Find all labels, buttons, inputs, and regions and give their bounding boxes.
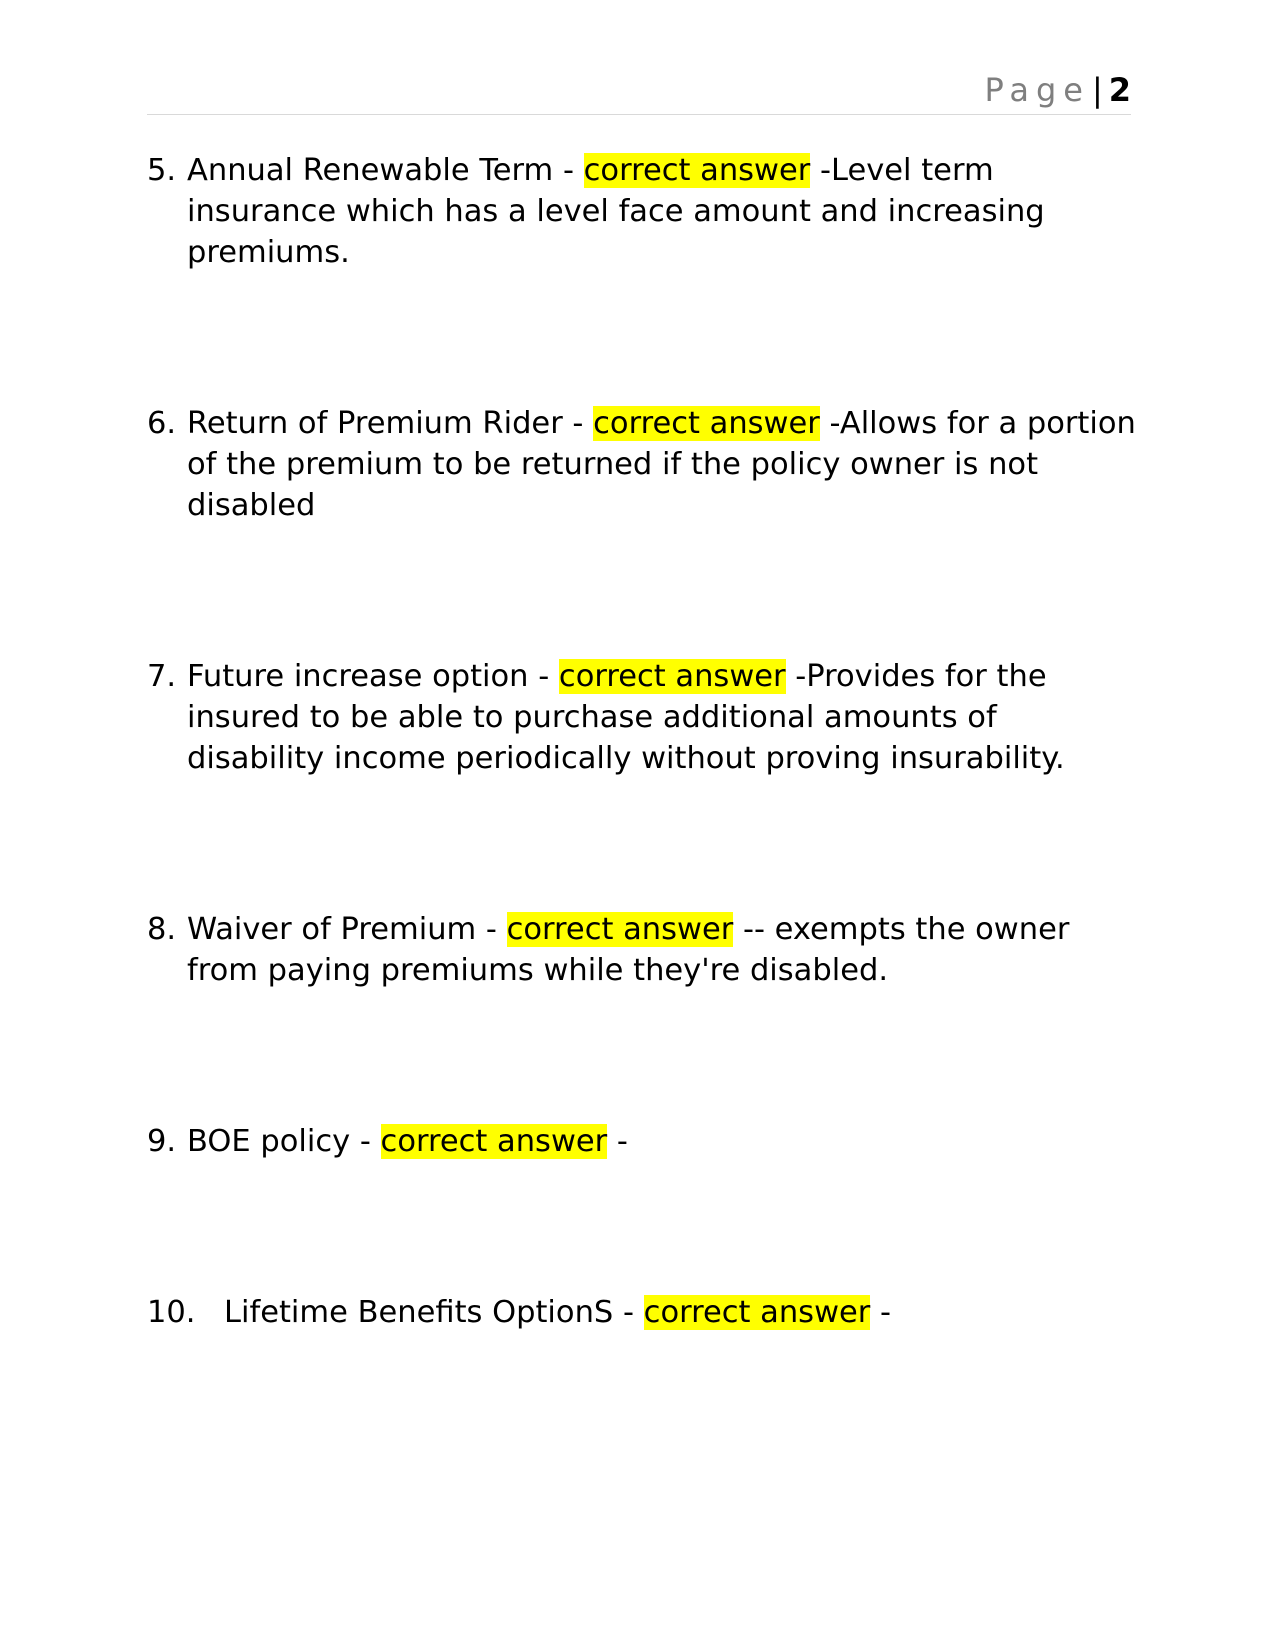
- item-term: Annual Renewable Term -: [187, 153, 584, 188]
- item-text: [187, 909, 1137, 991]
- page-separator: |: [1091, 71, 1103, 109]
- correct-answer-highlight: correct answer: [558, 659, 786, 694]
- item-number: 9.: [147, 1124, 177, 1159]
- item-text: [187, 1121, 1137, 1162]
- item-definition: -: [607, 1124, 628, 1159]
- item-text: [187, 403, 1137, 526]
- item-number: 8.: [147, 912, 177, 947]
- item-text: [224, 1292, 1137, 1333]
- item-definition: -: [870, 1295, 892, 1330]
- item-definition: -Provides for the insured to be able to purchase additional amounts of disability income periodically without proving insurability.: [187, 659, 1065, 776]
- item-number: 10.: [147, 1295, 196, 1330]
- item-number: 7.: [147, 659, 177, 694]
- correct-answer-highlight: correct answer: [583, 153, 811, 188]
- item-number: 5.: [147, 153, 177, 188]
- correct-answer-highlight: correct answer: [593, 406, 820, 441]
- list-item: [147, 909, 1137, 991]
- item-definition: -- exempts the owner from paying premiums while they're disabled.: [187, 912, 1070, 988]
- item-number: 6.: [147, 406, 177, 441]
- item-term: BOE policy -: [187, 1124, 381, 1159]
- item-term: Return of Premium Rider -: [187, 406, 594, 441]
- list-item: [147, 150, 1137, 273]
- page-word: Page: [984, 71, 1090, 109]
- list-item: [147, 1292, 1137, 1333]
- item-term: Waiver of Premium -: [187, 912, 507, 947]
- item-definition: -Allows for a portion of the premium to be returned if the policy owner is not disabled: [187, 406, 1136, 523]
- list-item: [147, 403, 1137, 526]
- item-definition: -Level term insurance which has a level face amount and increasing premiums.: [187, 153, 1045, 270]
- correct-answer-highlight: correct answer: [380, 1124, 608, 1159]
- list-item: [147, 656, 1137, 779]
- item-term: Lifetime Benefits OptionS -: [224, 1295, 644, 1330]
- item-term: Future increase option -: [187, 659, 559, 694]
- correct-answer-highlight: correct answer: [506, 912, 734, 947]
- page-number: 2: [1108, 71, 1131, 109]
- correct-answer-highlight: correct answer: [643, 1295, 871, 1330]
- list-item: [147, 1121, 1137, 1162]
- item-text: [187, 150, 1137, 273]
- page-number-label: [984, 72, 1131, 108]
- page-header: [147, 68, 1131, 115]
- item-text: [187, 656, 1137, 779]
